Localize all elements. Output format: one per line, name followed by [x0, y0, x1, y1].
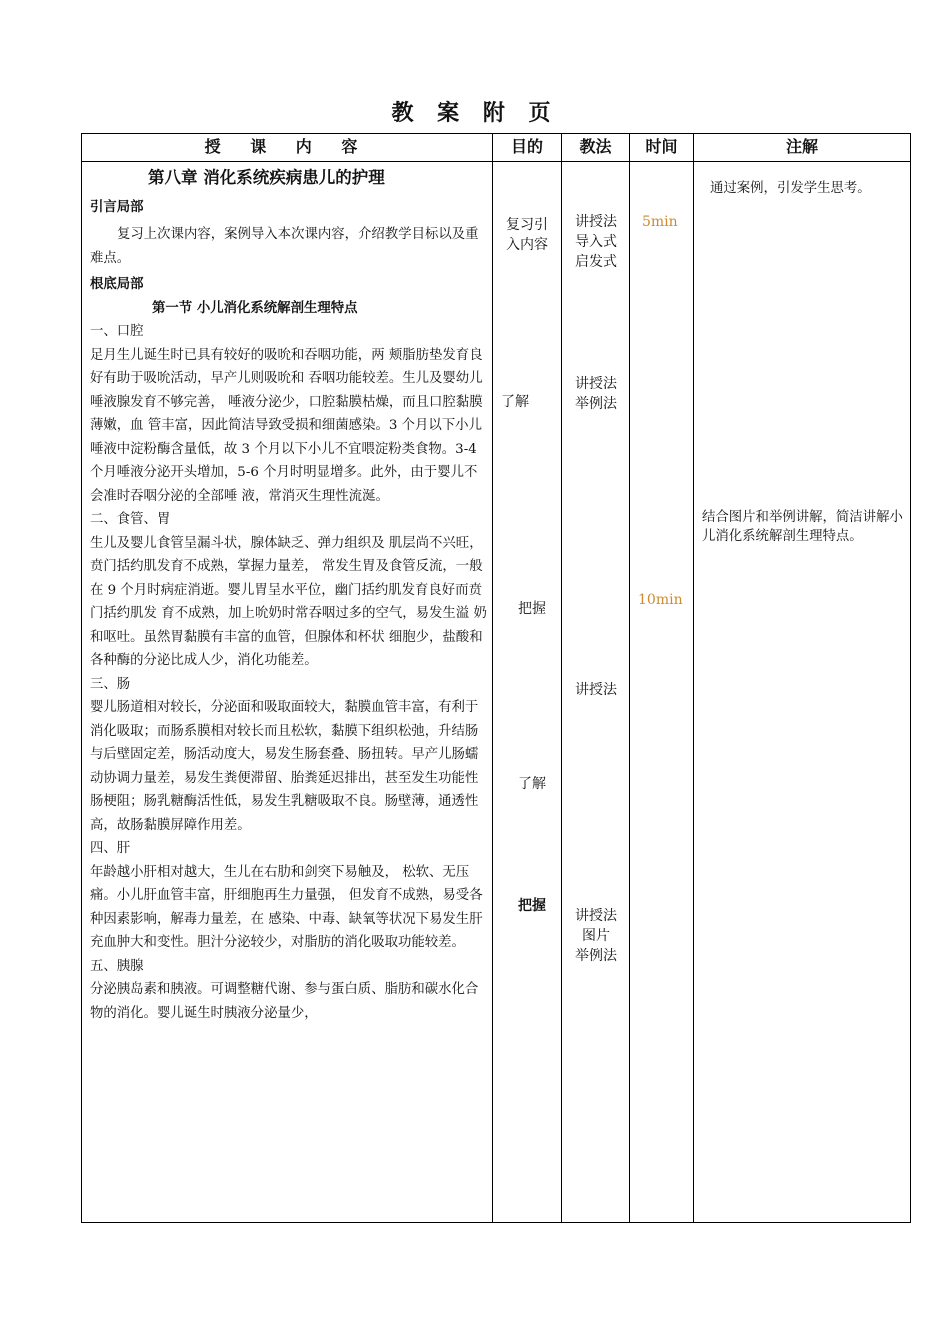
method-2: 讲授法 举例法: [575, 376, 617, 412]
time-2: 10min: [638, 592, 683, 608]
subsection-text-intestine: 婴儿肠道相对较长，分泌面和吸取面较大，黏膜血管丰富，有利于消化吸取；而肠系膜相对较长而且松软，黏膜下组织松弛，升结肠与后壁固定差，肠活动度大，易发生肠套叠、肠扭转。早产儿肠蠕动协调力量差，易发生粪便滞留、胎粪延迟排出，甚至发生功能性肠梗阻；肠乳糖酶活性低，易发生乳糖吸取不良。肠壁薄，通透性高，故肠黏膜屏障作用差。: [90, 700, 479, 833]
subsection-text-stomach: 生儿及婴儿食管呈漏斗状，腺体缺乏、弹力组织及 肌层尚不兴旺，贲门括约肌发育不成熟，掌握力量差， 常发生胃及食管反流，一般在 9 个月时病症消逝。婴儿胃呈水平位，幽门括约肌发育良好而贲门括约肌发 育不成熟，加上吮奶时常吞咽过多的空气，易发生溢 奶和呕吐。虽然胃黏膜有丰富的血管，但腺体和杯状 细胞少，盐酸和各种酶的分泌比成人少，消化功能差。: [90, 535, 487, 668]
header-notes: 注解: [694, 134, 911, 162]
header-method: 教法: [562, 134, 630, 162]
purpose-review: 复习引入内容: [506, 217, 548, 253]
base-heading: 根底局部: [90, 277, 144, 292]
purpose-understand-2: 了解: [518, 776, 546, 792]
subsection-text-pancreas: 分泌胰岛素和胰液。可调整糖代谢、参与蛋白质、脂肪和碳水化合物的消化。婴儿诞生时胰液分泌量少，: [90, 982, 479, 1021]
subsection-title-mouth: 一、口腔: [90, 324, 144, 339]
subsection-title-liver: 四、肝: [90, 841, 131, 856]
chapter-title: 第八章 消化系统疾病患儿的护理: [148, 168, 385, 187]
method-4: 讲授法 图片 举例法: [575, 908, 617, 964]
subsection-text-mouth: 足月生儿诞生时已具有较好的吸吮和吞咽功能，两 颊脂肪垫发育良好有助于吸吮活动，早产儿则吸吮和 吞咽功能较差。生儿及婴幼儿唾液腺发育不够完善， 唾液分泌少，口腔黏膜枯燥，而且口腔黏膜薄嫩，血 管丰富，因此简洁导致受损和细菌感染。3 个月以下小儿唾液中淀粉酶含量低，故 3 个月以下小儿不宜喂淀粉类食物。3-4 个月唾液分泌开头增加，5-6 个月时明显增多。此外，由于婴儿不会准时吞咽分泌的全部唾 液，常消灭生理性流涎。: [90, 347, 483, 504]
note-1: 通过案例，引发学生思考。: [710, 181, 871, 196]
subsection-title-intestine: 三、肠: [90, 676, 131, 692]
header-purpose: 目的: [493, 134, 562, 162]
section-title: 第一节 小儿消化系统解剖生理特点: [152, 300, 358, 316]
lesson-plan-table: [81, 133, 911, 1223]
note-2: 结合图片和举例讲解，简洁讲解小儿消化系统解剖生理特点。: [702, 510, 903, 544]
table-header-row: [82, 134, 911, 162]
notes-cell: [694, 162, 911, 1223]
time-1: 5min: [642, 214, 678, 230]
header-time: 时间: [630, 134, 694, 162]
method-3: 讲授法: [575, 682, 617, 698]
purpose-cell: [493, 162, 562, 1223]
subsection-title-stomach: 二、食管、胃: [90, 512, 171, 527]
table-body-row: [82, 162, 911, 1223]
purpose-understand-1: 了解: [501, 394, 529, 410]
subsection-text-liver: 年龄越小肝相对越大，生儿在右肋和剑突下易触及， 松软、无压痛。小儿肝血管丰富，肝细胞再生力量强， 但发育不成熟，易受各种因素影响，解毒力量差，在 感染、中毒、缺氧等状况下易发生肝充血肿大和变性。胆汁分泌较少，对脂肪的消化吸取功能较差。: [90, 864, 483, 950]
header-content: 授 课 内 容: [82, 134, 493, 162]
method-1: 讲授法 导入式 启发式: [575, 214, 617, 270]
content-cell: [82, 162, 493, 1223]
time-cell: [630, 162, 694, 1223]
method-cell: [562, 162, 630, 1223]
purpose-master-2: 把握: [518, 898, 546, 914]
subsection-title-pancreas: 五、胰腺: [90, 958, 144, 974]
intro-heading: 引言局部: [90, 199, 144, 215]
intro-text: 复习上次课内容，案例导入本次课内容，介绍教学目标以及重难点。: [90, 227, 479, 266]
purpose-master-1: 把握: [518, 601, 546, 617]
page-title: 教 案 附 页: [391, 101, 559, 126]
